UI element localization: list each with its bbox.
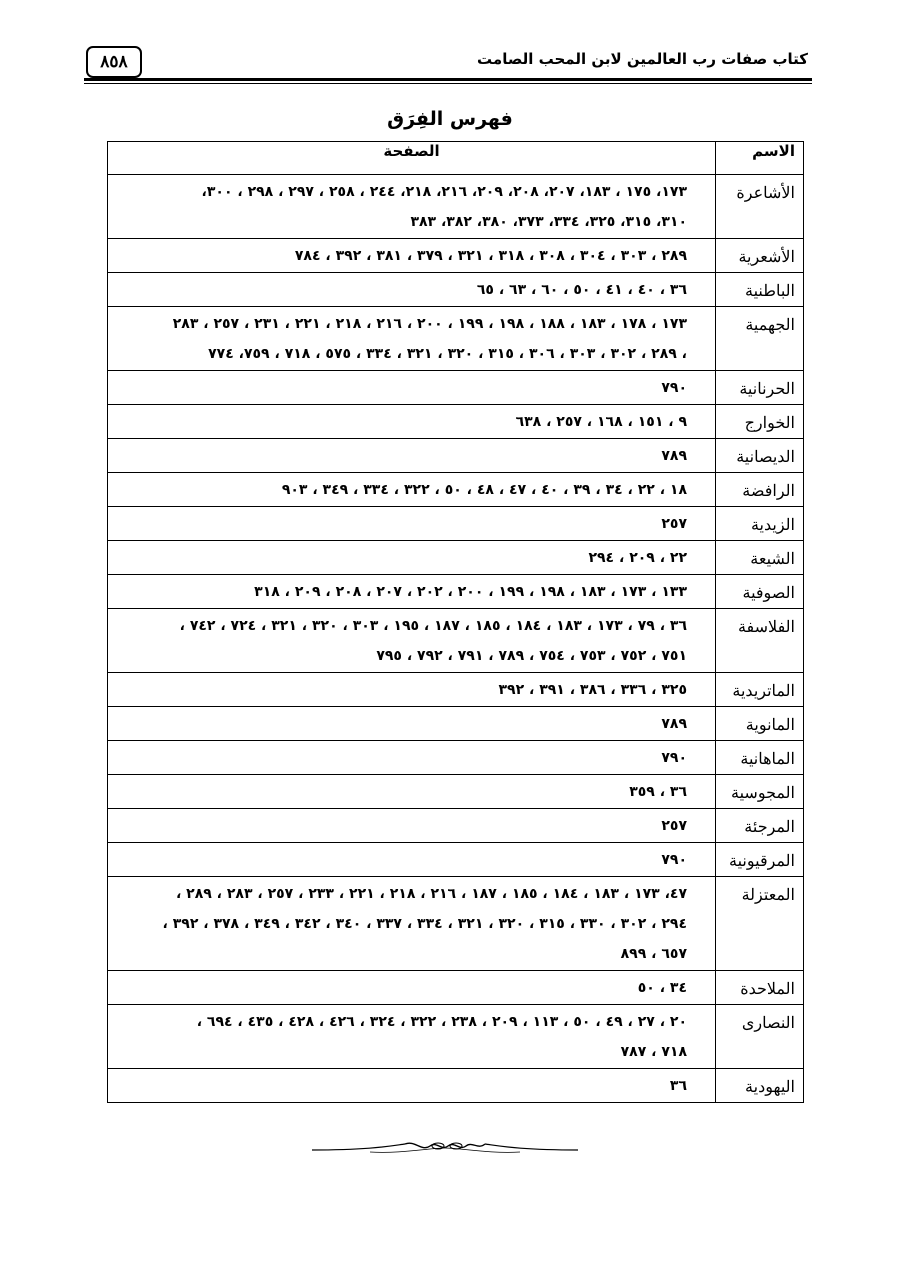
page-refs-line: ٢٥٧ bbox=[661, 818, 687, 834]
sect-name: المانوية bbox=[716, 707, 804, 741]
table-row bbox=[108, 775, 804, 809]
sect-name: الجهمية bbox=[716, 307, 804, 371]
page-refs-line: ٧٩٠ bbox=[661, 750, 687, 766]
sect-name: اليهودية bbox=[716, 1069, 804, 1103]
sect-pages bbox=[108, 541, 716, 575]
page-refs-line: ٤٧، ١٧٣ ، ١٨٣ ، ١٨٤ ، ١٨٥ ، ١٨٧ ، ٢١٦ ، ٢١٨ ، ٢٢١ ، ٢٣٣ ، ٢٥٧ ، ٢٨٣ ، ٢٨٩ ، bbox=[175, 886, 687, 902]
sect-name: الماهانية bbox=[716, 741, 804, 775]
sect-name: الحرنانية bbox=[716, 371, 804, 405]
sect-pages bbox=[108, 1069, 716, 1103]
sect-pages bbox=[108, 405, 716, 439]
table-row bbox=[108, 273, 804, 307]
page-refs-line: ١٧٣ ، ١٧٨ ، ١٨٣ ، ١٨٨ ، ١٩٨ ، ١٩٩ ، ٢٠٠ ، ٢١٦ ، ٢١٨ ، ٢٢١ ، ٢٣١ ، ٢٥٧ ، ٢٨٣ bbox=[172, 316, 687, 332]
page-refs-line: ٧٩٠ bbox=[661, 380, 687, 396]
table-row bbox=[108, 575, 804, 609]
sect-name: الديصانية bbox=[716, 439, 804, 473]
table-row bbox=[108, 1005, 804, 1069]
table-row bbox=[108, 175, 804, 239]
header-rule bbox=[84, 78, 812, 81]
index-title: فهرس الفِرَق bbox=[387, 108, 513, 130]
page-refs-line: ٣٦ ، ٤٠ ، ٤١ ، ٥٠ ، ٦٠ ، ٦٣ ، ٦٥ bbox=[476, 282, 687, 298]
sect-pages bbox=[108, 439, 716, 473]
page-refs-line: ٧٨٩ bbox=[661, 448, 687, 464]
page-refs-line: ٣٤ ، ٥٠ bbox=[637, 980, 687, 996]
sect-name: النصارى bbox=[716, 1005, 804, 1069]
table-row bbox=[108, 809, 804, 843]
sect-pages bbox=[108, 775, 716, 809]
sect-pages bbox=[108, 175, 716, 239]
sect-name: الملاحدة bbox=[716, 971, 804, 1005]
book-title: كتاب صفات رب العالمين لابن المحب الصامت bbox=[477, 50, 808, 68]
sect-pages bbox=[108, 575, 716, 609]
table-row bbox=[108, 609, 804, 673]
page-number: ٨٥٨ bbox=[86, 46, 142, 78]
sect-name: المعتزلة bbox=[716, 877, 804, 971]
page-refs-line: ٢٥٧ bbox=[661, 516, 687, 532]
sect-pages bbox=[108, 971, 716, 1005]
sect-name: الزيدية bbox=[716, 507, 804, 541]
page-refs-line: ١٧٣، ١٧٥ ، ١٨٣، ٢٠٧، ٢٠٨، ٢٠٩، ٢١٦، ٢١٨، ٢٤٤ ، ٢٥٨ ، ٢٩٧ ، ٢٩٨ ، ٣٠٠، bbox=[201, 184, 687, 200]
table-row bbox=[108, 741, 804, 775]
header-rule-thin bbox=[84, 83, 812, 84]
table-row bbox=[108, 439, 804, 473]
table-row bbox=[108, 405, 804, 439]
page-refs-line: ٧٩٠ bbox=[661, 852, 687, 868]
sect-pages bbox=[108, 877, 716, 971]
table-row bbox=[108, 1069, 804, 1103]
sect-pages bbox=[108, 507, 716, 541]
table-row bbox=[108, 971, 804, 1005]
table-row bbox=[108, 507, 804, 541]
sect-pages bbox=[108, 673, 716, 707]
sect-pages bbox=[108, 273, 716, 307]
page-refs-line: ٢٢ ، ٢٠٩ ، ٢٩٤ bbox=[588, 550, 687, 566]
table-header-row bbox=[108, 142, 804, 175]
sect-pages bbox=[108, 741, 716, 775]
sect-name: الرافضة bbox=[716, 473, 804, 507]
sect-name: الخوارج bbox=[716, 405, 804, 439]
sect-name: الصوفية bbox=[716, 575, 804, 609]
table-row bbox=[108, 541, 804, 575]
header-pages: الصفحة bbox=[108, 142, 716, 175]
table-row bbox=[108, 843, 804, 877]
table-row bbox=[108, 877, 804, 971]
page-refs-line: ٧٨٩ bbox=[661, 716, 687, 732]
sect-name: الماتريدية bbox=[716, 673, 804, 707]
ornament-divider bbox=[310, 1136, 580, 1158]
sect-pages bbox=[108, 609, 716, 673]
page-refs-line: ٣٦ ، ٧٩ ، ١٧٣ ، ١٨٣ ، ١٨٤ ، ١٨٥ ، ١٨٧ ، ١٩٥ ، ٣٠٣ ، ٣٢٠ ، ٣٢١ ، ٧٢٤ ، ٧٤٢ ، bbox=[179, 618, 687, 634]
sect-name: المجوسية bbox=[716, 775, 804, 809]
sect-pages bbox=[108, 307, 716, 371]
table-row bbox=[108, 473, 804, 507]
sect-name: الباطنية bbox=[716, 273, 804, 307]
sect-name: المرقيونية bbox=[716, 843, 804, 877]
sect-name: الفلاسفة bbox=[716, 609, 804, 673]
sect-name: الشيعة bbox=[716, 541, 804, 575]
page-refs-line: ٧٥١ ، ٧٥٢ ، ٧٥٣ ، ٧٥٤ ، ٧٨٩ ، ٧٩١ ، ٧٩٢ ، ٧٩٥ bbox=[376, 648, 687, 664]
sect-pages bbox=[108, 371, 716, 405]
page-header bbox=[84, 44, 812, 84]
table-row bbox=[108, 239, 804, 273]
table-body bbox=[108, 175, 804, 1103]
page-refs-line: ٦٥٧ ، ٨٩٩ bbox=[620, 946, 687, 962]
table-row bbox=[108, 307, 804, 371]
page-refs-line: ٢٠ ، ٢٧ ، ٤٩ ، ٥٠ ، ١١٣ ، ٢٠٩ ، ٢٣٨ ، ٣٢٢ ، ٣٢٤ ، ٤٢٦ ، ٤٢٨ ، ٤٣٥ ، ٦٩٤ ، bbox=[196, 1014, 687, 1030]
page-refs-line: ٣١٠، ٣١٥، ٣٢٥، ٣٣٤، ٣٧٣، ٣٨٠، ٣٨٢، ٣٨٣ bbox=[410, 214, 687, 230]
page-refs-line: ٧١٨ ، ٧٨٧ bbox=[620, 1044, 687, 1060]
page-refs-line: ، ٢٨٩ ، ٣٠٢ ، ٣٠٣ ، ٣٠٦ ، ٣١٥ ، ٣٢٠ ، ٣٢١ ، ٣٣٤ ، ٥٧٥ ، ٧١٨ ، ٧٥٩، ٧٧٤ bbox=[208, 346, 687, 362]
page-refs-line: ٣٢٥ ، ٣٣٦ ، ٣٨٦ ، ٣٩١ ، ٣٩٢ bbox=[498, 682, 687, 698]
sect-name: المرجئة bbox=[716, 809, 804, 843]
sect-pages bbox=[108, 473, 716, 507]
sect-pages bbox=[108, 843, 716, 877]
sect-name: الأشاعرة bbox=[716, 175, 804, 239]
page-refs-line: ١٣٣ ، ١٧٣ ، ١٨٣ ، ١٩٨ ، ١٩٩ ، ٢٠٠ ، ٢٠٢ ، ٢٠٧ ، ٢٠٨ ، ٢٠٩ ، ٣١٨ bbox=[254, 584, 687, 600]
page-refs-line: ٣٦ ، ٣٥٩ bbox=[629, 784, 687, 800]
sect-pages bbox=[108, 707, 716, 741]
header-name: الاسم bbox=[716, 142, 804, 175]
sect-pages bbox=[108, 809, 716, 843]
page-refs-line: ٢٩٤ ، ٣٠٢ ، ٣٣٠ ، ٣١٥ ، ٣٢٠ ، ٣٢١ ، ٣٣٤ ، ٣٣٧ ، ٣٤٠ ، ٣٤٢ ، ٣٤٩ ، ٣٧٨ ، ٣٩٢ ، bbox=[162, 916, 687, 932]
page-refs-line: ٩ ، ١٥١ ، ١٦٨ ، ٢٥٧ ، ٦٣٨ bbox=[515, 414, 687, 430]
sect-pages bbox=[108, 239, 716, 273]
sects-index-table bbox=[107, 141, 804, 1103]
table-row bbox=[108, 371, 804, 405]
page-refs-line: ١٨ ، ٢٢ ، ٣٤ ، ٣٩ ، ٤٠ ، ٤٧ ، ٤٨ ، ٥٠ ، ٣٢٢ ، ٣٣٤ ، ٣٤٩ ، ٩٠٣ bbox=[281, 482, 687, 498]
table-row bbox=[108, 673, 804, 707]
table-row bbox=[108, 707, 804, 741]
sect-name: الأشعرية bbox=[716, 239, 804, 273]
page-refs-line: ٣٦ bbox=[669, 1078, 687, 1094]
page-refs-line: ٢٨٩ ، ٣٠٣ ، ٣٠٤ ، ٣٠٨ ، ٣١٨ ، ٣٢١ ، ٣٧٩ ، ٣٨١ ، ٣٩٢ ، ٧٨٤ bbox=[294, 248, 687, 264]
sect-pages bbox=[108, 1005, 716, 1069]
